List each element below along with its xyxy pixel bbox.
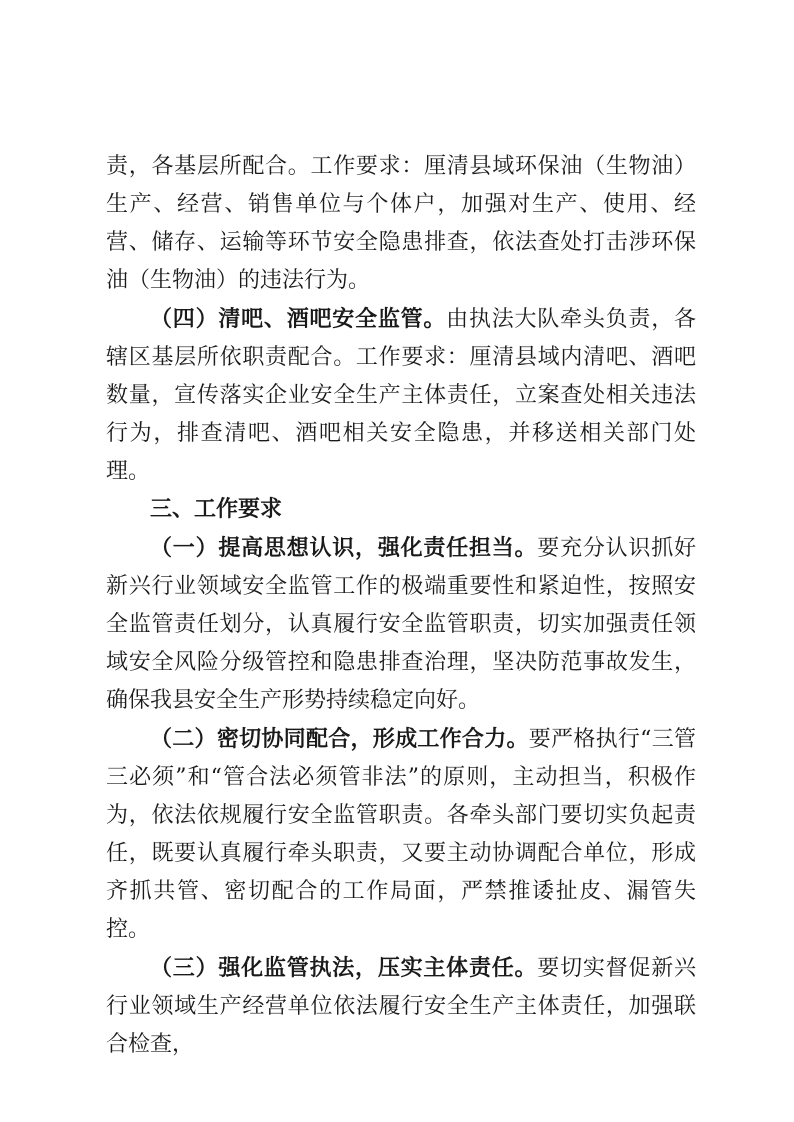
paragraph-continuation xyxy=(106,148,696,300)
paragraph-lead: （四）清吧、酒吧安全监管。 xyxy=(150,306,447,332)
paragraph-bar-supervision xyxy=(106,300,696,491)
section-heading xyxy=(106,491,696,529)
paragraph-lead: （三）强化监管执法，压实主体责任。 xyxy=(150,955,538,981)
paragraph-requirement-3 xyxy=(106,949,696,1064)
paragraph-text: 责，各基层所配合。工作要求：厘清县域环保油（生物油）生产、经营、销售单位与个体户，加强对生产、使用、经营、储存、运输等环节安全隐患排查，依法查处打击涉环保油（生物油）的违法行为。 xyxy=(106,154,696,293)
paragraph-text: 要切实督促新兴行业领域生产经营单位依法履行安全生产主体责任，加强联合检查， xyxy=(106,956,696,1057)
section-heading-text: 三、工作要求 xyxy=(150,497,283,522)
paragraph-lead: （二）密切协同配合，形成工作合力。 xyxy=(150,726,529,752)
paragraph-text: 由执法大队牵头负责，各辖区基层所依职责配合。工作要求：厘清县域内清吧、酒吧数量，宣传落实企业安全生产主体责任，立案查处相关违法行为，排查清吧、酒吧相关安全隐患，并移送相关部门处理。 xyxy=(106,307,696,484)
paragraph-text: 要严格执行“三管三必须”和“管合法必须管非法”的原则，主动担当，积极作为，依法依规履行安全监管职责。各牵头部门要切实负起责任，既要认真履行牵头职责，又要主动协调配合单位，形成齐抓共管、密切配合的工作局面，严禁推诿扯皮、漏管失控。 xyxy=(106,727,696,942)
paragraph-text: 要充分认识抓好新兴行业领域安全监管工作的极端重要性和紧迫性，按照安全监管责任划分，认真履行安全监管职责，切实加强责任领域安全风险分级管控和隐患排查治理，坚决防范事故发生，确保我县安全生产形势持续稳定向好。 xyxy=(106,536,696,713)
paragraph-requirement-1 xyxy=(106,529,696,720)
document-body xyxy=(106,148,696,1064)
paragraph-lead: （一）提高思想认识，强化责任担当。 xyxy=(150,535,538,561)
paragraph-requirement-2 xyxy=(106,720,696,949)
